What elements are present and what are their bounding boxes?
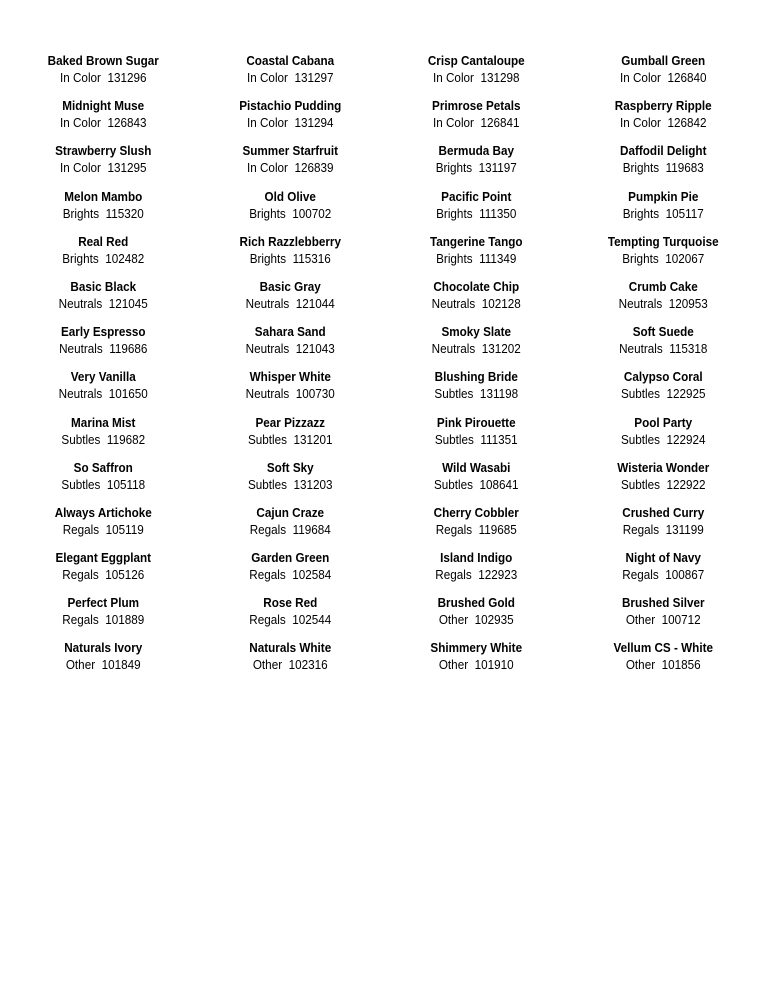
color-category: In Color: [246, 115, 288, 131]
color-code: 111351: [480, 431, 518, 447]
color-label: [570, 142, 757, 187]
color-category-code: [19, 69, 187, 86]
color-category-code: [579, 295, 747, 312]
color-name: Chocolate Chip: [433, 278, 520, 294]
color-code: 131199: [665, 521, 704, 537]
color-category: In Color: [432, 70, 474, 85]
color-name: Tangerine Tango: [429, 233, 523, 249]
color-category-code: [206, 521, 374, 538]
color-name: Naturals White: [248, 640, 331, 656]
color-label: [570, 323, 757, 368]
color-label: [197, 549, 384, 594]
color-category-code: [579, 611, 747, 628]
color-category-code: [206, 69, 374, 86]
color-category: Other: [625, 657, 655, 673]
color-label: [383, 52, 570, 97]
color-category: Brights: [62, 250, 99, 266]
color-label: [10, 414, 197, 459]
color-name: Island Indigo: [440, 550, 513, 566]
color-code: 122925: [665, 386, 706, 402]
color-category-code: [206, 656, 374, 673]
color-name: Cherry Cobbler: [433, 504, 519, 520]
color-code: 101650: [108, 386, 148, 402]
color-label: [570, 188, 757, 233]
color-code: 101910: [474, 657, 514, 673]
color-name: Crushed Curry: [621, 504, 704, 520]
color-category: In Color: [59, 160, 101, 176]
color-code: 111350: [479, 205, 517, 221]
color-name: Pear Pizzazz: [254, 414, 325, 430]
color-category: Regals: [435, 567, 472, 583]
color-category: Brights: [436, 205, 473, 221]
color-category: Subtles: [434, 431, 474, 447]
color-label: [10, 459, 197, 504]
color-code: 126841: [480, 115, 520, 131]
color-name: Smoky Slate: [441, 324, 512, 340]
color-label: [570, 233, 757, 278]
color-category-code: [206, 431, 374, 448]
color-code: 105118: [106, 476, 146, 492]
color-category: Other: [252, 657, 282, 673]
color-label: [10, 188, 197, 233]
color-category-code: [206, 205, 374, 222]
color-code: 121045: [108, 295, 148, 311]
color-code: 131203: [292, 476, 333, 492]
color-name: Summer Starfruit: [241, 143, 338, 159]
color-category-code: [206, 566, 374, 583]
color-category: Neutrals: [431, 295, 476, 311]
color-name: Marina Mist: [71, 414, 136, 430]
color-name: Primrose Petals: [432, 98, 521, 114]
color-category-code: [19, 566, 187, 583]
color-category-code: [579, 69, 747, 86]
color-label: [10, 594, 197, 639]
color-code: 126843: [107, 115, 147, 131]
color-category: Other: [438, 612, 469, 628]
color-name: Garden Green: [250, 550, 329, 566]
label-grid: [10, 52, 756, 685]
color-category: Brights: [249, 250, 286, 266]
color-category: Other: [625, 612, 655, 628]
color-code: 121044: [295, 295, 335, 311]
color-label: [570, 504, 757, 549]
color-code: 108641: [479, 476, 519, 492]
color-name: Blushing Bride: [434, 369, 518, 385]
color-category-code: [392, 656, 560, 673]
color-code: 101849: [101, 657, 141, 673]
color-name: Pumpkin Pie: [627, 188, 698, 204]
color-category: In Color: [619, 70, 661, 85]
color-category-code: [392, 340, 560, 357]
color-name: Baked Brown Sugar: [47, 53, 159, 68]
color-category-code: [19, 295, 187, 312]
color-code: 119686: [109, 341, 148, 357]
color-category-code: [392, 114, 560, 131]
color-category: Subtles: [434, 386, 474, 402]
color-name: Rose Red: [262, 595, 317, 611]
color-code: 102316: [288, 657, 328, 673]
color-code: 126842: [666, 115, 707, 131]
color-category: Neutrals: [245, 341, 289, 357]
color-name: Gumball Green: [620, 53, 705, 68]
color-category-code: [206, 385, 374, 402]
color-label: [197, 233, 384, 278]
color-label: [570, 278, 757, 323]
color-category-code: [19, 250, 187, 267]
color-category-code: [19, 656, 187, 673]
color-code: 105117: [665, 205, 704, 221]
color-name: Whisper White: [249, 369, 331, 385]
color-label: [383, 549, 570, 594]
color-category-code: [19, 340, 187, 357]
color-code: 102128: [481, 295, 521, 311]
color-label: [570, 97, 757, 142]
color-category: Subtles: [620, 431, 660, 447]
color-category-code: [206, 476, 374, 493]
color-code: 100702: [291, 205, 331, 221]
color-code: 131295: [107, 160, 147, 176]
color-code: 122922: [665, 476, 706, 492]
color-code: 102584: [291, 567, 331, 583]
color-name: Melon Mambo: [64, 188, 143, 204]
color-name: Wild Wasabi: [442, 459, 511, 475]
color-name: Shimmery White: [430, 640, 523, 656]
color-name: Basic Black: [70, 278, 137, 294]
color-category: Brights: [62, 205, 100, 221]
color-name: Pink Pirouette: [436, 414, 516, 430]
color-name: Real Red: [78, 233, 129, 249]
color-name: Crumb Cake: [628, 278, 698, 294]
color-code: 120953: [668, 295, 708, 311]
color-label: [570, 459, 757, 504]
color-category-code: [392, 159, 560, 176]
color-label: [197, 414, 384, 459]
color-category: In Color: [246, 70, 288, 85]
color-category: Regals: [248, 612, 286, 628]
color-label: [570, 639, 757, 684]
color-code: 119683: [665, 160, 704, 176]
color-label: [10, 323, 197, 368]
color-code: 101889: [105, 612, 145, 628]
color-code: 131201: [292, 431, 333, 447]
color-code: 102067: [664, 250, 704, 266]
color-label: [383, 97, 570, 142]
color-category-code: [579, 340, 747, 357]
color-name: Brushed Silver: [621, 595, 705, 611]
color-category: Subtles: [61, 476, 101, 492]
color-label: [197, 97, 384, 142]
color-category-code: [206, 114, 374, 131]
color-code: 115318: [668, 341, 707, 357]
color-category: In Color: [619, 115, 661, 131]
color-name: Tempting Turquoise: [607, 233, 719, 249]
color-name: Night of Navy: [625, 550, 701, 566]
color-category-code: [579, 476, 747, 493]
color-category-code: [206, 159, 374, 176]
color-category-code: [579, 431, 747, 448]
color-category: In Color: [59, 115, 101, 131]
color-name: Cajun Craze: [255, 504, 324, 520]
color-code: 131297: [293, 70, 334, 85]
color-name: Crisp Cantaloupe: [427, 53, 525, 68]
color-label: [383, 278, 570, 323]
color-category-code: [392, 250, 560, 267]
color-label: [570, 594, 757, 639]
color-category-code: [392, 385, 560, 402]
color-label: [383, 639, 570, 684]
color-label: [570, 52, 757, 97]
color-label: [10, 233, 197, 278]
color-category-code: [19, 521, 187, 538]
color-category: Regals: [62, 521, 100, 537]
color-category-code: [579, 385, 747, 402]
color-label: [383, 594, 570, 639]
color-label: [383, 233, 570, 278]
color-name: So Saffron: [73, 459, 133, 475]
color-category-code: [392, 521, 560, 538]
color-label: [197, 52, 384, 97]
color-category-code: [392, 611, 560, 628]
color-code: 126840: [666, 70, 707, 85]
color-category-code: [392, 431, 560, 448]
color-code: 102544: [291, 612, 331, 628]
color-code: 131296: [107, 70, 147, 85]
color-code: 131294: [293, 115, 334, 131]
color-name: Perfect Plum: [67, 595, 140, 611]
color-category: Subtles: [620, 386, 660, 402]
color-code: 101856: [661, 657, 701, 673]
color-category: Regals: [62, 567, 99, 583]
color-category-code: [579, 114, 747, 131]
color-category-code: [206, 295, 374, 312]
color-name: Strawberry Slush: [55, 143, 152, 159]
color-code: 100867: [664, 567, 704, 583]
color-code: 111349: [479, 250, 517, 266]
color-label: [10, 368, 197, 413]
color-category: Regals: [249, 521, 286, 537]
color-code: 126839: [293, 160, 334, 176]
color-label: [570, 549, 757, 594]
color-label: [10, 97, 197, 142]
color-label: [383, 504, 570, 549]
color-name: Very Vanilla: [70, 369, 136, 385]
color-name: Vellum CS - White: [613, 640, 713, 656]
color-category: Brights: [622, 205, 659, 221]
color-label: [197, 594, 384, 639]
color-category: Regals: [621, 567, 659, 583]
color-category: Brights: [436, 250, 473, 266]
color-category: Other: [438, 657, 469, 673]
color-code: 119685: [478, 521, 517, 537]
color-name: Old Olive: [264, 188, 316, 204]
color-category: Regals: [248, 567, 286, 583]
color-category-code: [206, 250, 374, 267]
color-name: Calypso Coral: [623, 369, 703, 385]
color-category-code: [19, 431, 187, 448]
color-category: Neutrals: [618, 341, 663, 357]
color-category: Subtles: [433, 476, 473, 492]
color-category: Subtles: [247, 431, 287, 447]
color-name: Elegant Eggplant: [55, 550, 152, 566]
color-category: Brights: [621, 250, 659, 266]
color-name: Pacific Point: [441, 188, 512, 204]
color-code: 131202: [481, 341, 521, 357]
color-category-code: [19, 385, 187, 402]
color-category-code: [392, 69, 560, 86]
color-category: Subtles: [61, 431, 101, 447]
color-name: Soft Suede: [632, 324, 694, 340]
color-category: Neutrals: [431, 341, 476, 357]
color-code: 102935: [474, 612, 514, 628]
color-code: 122923: [478, 567, 518, 583]
color-label: [197, 188, 384, 233]
color-category-code: [19, 159, 187, 176]
color-category: Brights: [435, 160, 473, 176]
color-code: 115316: [292, 250, 331, 266]
color-category: Regals: [622, 521, 659, 537]
color-name: Early Espresso: [60, 324, 146, 340]
color-category: In Color: [59, 70, 101, 85]
color-category-code: [206, 611, 374, 628]
color-category: Other: [65, 657, 96, 673]
color-name: Soft Sky: [266, 459, 314, 475]
color-category: Regals: [435, 521, 473, 537]
color-category: Neutrals: [58, 386, 103, 402]
color-name: Basic Gray: [259, 278, 321, 294]
color-label: [10, 639, 197, 684]
color-category: In Color: [432, 115, 474, 131]
color-code: 119682: [106, 431, 146, 447]
color-code: 121043: [295, 341, 335, 357]
color-category-code: [19, 611, 187, 628]
color-category-code: [579, 205, 747, 222]
color-category-code: [392, 295, 560, 312]
color-label: [383, 414, 570, 459]
color-category: Subtles: [620, 476, 660, 492]
color-name: Coastal Cabana: [245, 53, 334, 68]
color-category-code: [19, 114, 187, 131]
color-category-code: [206, 340, 374, 357]
color-name: Pistachio Pudding: [238, 98, 341, 114]
color-category-code: [392, 476, 560, 493]
color-name: Raspberry Ripple: [614, 98, 712, 114]
color-label: [10, 504, 197, 549]
color-label: [197, 639, 384, 684]
color-label: [197, 459, 384, 504]
color-category: Regals: [62, 612, 99, 628]
color-label: [10, 278, 197, 323]
color-category-code: [19, 205, 187, 222]
color-category-code: [579, 521, 747, 538]
color-name: Bermuda Bay: [438, 143, 514, 159]
color-category-code: [392, 566, 560, 583]
color-name: Midnight Muse: [62, 98, 145, 114]
color-category-code: [579, 656, 747, 673]
color-label: [197, 368, 384, 413]
color-code: 102482: [105, 250, 145, 266]
color-label: [197, 323, 384, 368]
color-category: Subtles: [247, 476, 287, 492]
color-code: 131298: [480, 70, 520, 85]
color-label: [383, 142, 570, 187]
color-category-code: [579, 250, 747, 267]
color-label: [10, 52, 197, 97]
color-code: 105126: [105, 567, 145, 583]
color-category: Neutrals: [245, 386, 289, 402]
color-label: [197, 278, 384, 323]
color-category: Neutrals: [245, 295, 289, 311]
color-label: [570, 368, 757, 413]
color-label: [10, 142, 197, 187]
color-label: [10, 549, 197, 594]
color-code: 115320: [105, 205, 144, 221]
color-code: 131198: [479, 386, 519, 402]
color-label: [383, 188, 570, 233]
color-name: Naturals Ivory: [64, 640, 143, 656]
color-code: 105119: [105, 521, 144, 537]
color-code: 100712: [661, 612, 701, 628]
color-category: Brights: [622, 160, 659, 176]
color-category-code: [392, 205, 560, 222]
color-name: Daffodil Delight: [619, 143, 706, 159]
color-code: 122924: [665, 431, 706, 447]
color-label: [383, 459, 570, 504]
color-label: [197, 142, 384, 187]
color-name: Brushed Gold: [437, 595, 515, 611]
color-name: Always Artichoke: [54, 504, 152, 520]
color-code: 131197: [478, 160, 517, 176]
color-name: Sahara Sand: [254, 324, 326, 340]
color-category-code: [579, 159, 747, 176]
color-category-code: [19, 476, 187, 493]
color-label: [383, 368, 570, 413]
color-label: [570, 414, 757, 459]
color-category: In Color: [246, 160, 288, 176]
color-name: Rich Razzlebberry: [239, 233, 341, 249]
color-category: Brights: [248, 205, 286, 221]
color-label: [197, 504, 384, 549]
color-label: [383, 323, 570, 368]
color-category-code: [579, 566, 747, 583]
color-category: Neutrals: [58, 295, 103, 311]
color-name: Pool Party: [633, 414, 692, 430]
color-category: Neutrals: [618, 295, 662, 311]
color-category: Neutrals: [59, 341, 103, 357]
color-code: 100730: [295, 386, 335, 402]
color-code: 119684: [292, 521, 331, 537]
color-name: Wisteria Wonder: [616, 459, 709, 475]
